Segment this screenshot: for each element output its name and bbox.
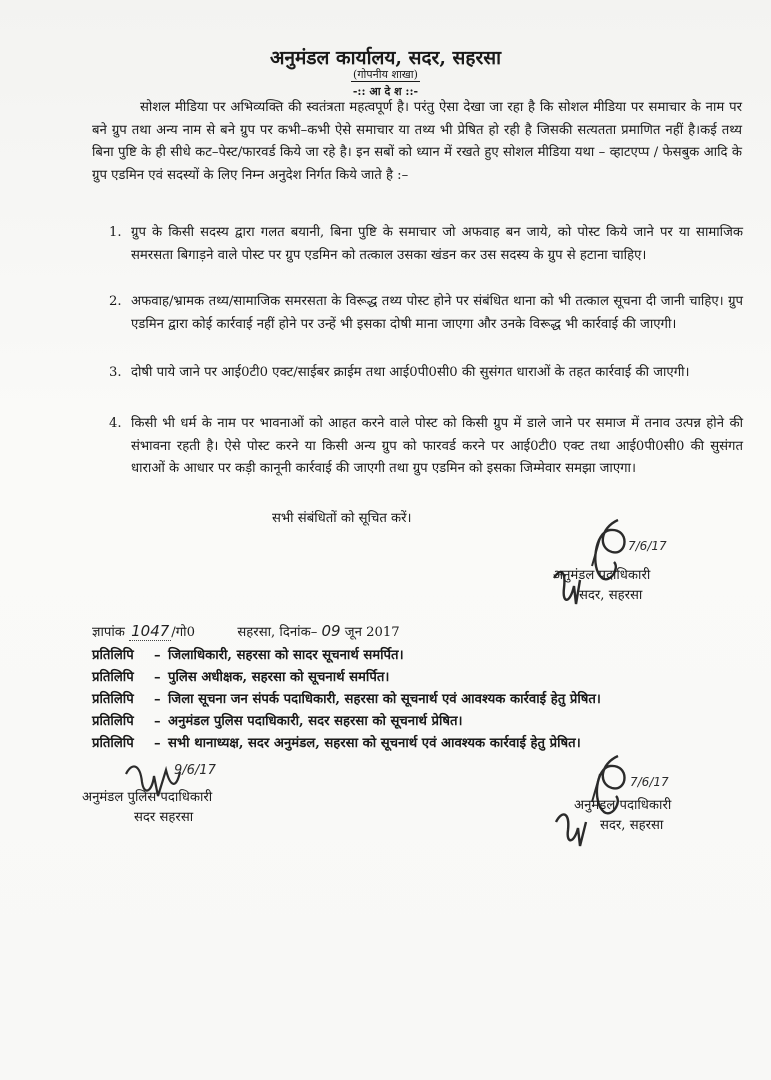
memo-place-date: सहरसा, दिनांक– [237,625,318,640]
memo-month-year: जून 2017 [344,625,400,640]
instruction-item [109,222,743,267]
order-heading: -:: आ दे श ::- [352,85,419,98]
copy-label: प्रतिलिपि [92,736,134,751]
copy-line: प्रतिलिपि – जिला सूचना जन संपर्क पदाधिकारी, सहरसा को सूचनार्थ एवं आवश्यक कार्रवाई हेतु प्रेषित। [92,689,601,707]
signature-top-date: 7/6/17 [628,539,667,553]
signature-police [82,788,212,828]
copy-line: प्रतिलिपि – सभी थानाध्यक्ष, सदर अनुमंडल, सहरसा को सूचनार्थ एवं आवश्यक कार्रवाई हेतु प्रेषित। [92,733,581,751]
signature-bottom [574,796,671,836]
memo-day: 09 [321,622,341,640]
copy-text: जिलाधिकारी, सहरसा को सादर सूचनार्थ समर्पित। [168,648,404,663]
copy-line: प्रतिलिपि – अनुमंडल पुलिस पदाधिकारी, सदर सहरसा को सूचनार्थ प्रेषित। [92,711,463,729]
copy-label: प्रतिलिपि [92,692,134,707]
copy-line: प्रतिलिपि – पुलिस अधीक्षक, सहरसा को सूचनार्थ समर्पित। [92,667,389,685]
signature-police-date: 9/6/17 [174,763,216,778]
memo-label: ज्ञापांक [92,625,125,640]
instruction-text: दोषी पाये जाने पर आई0टी0 एक्ट/साईबर क्राईम तथा आई0पी0सी0 की सुसंगत धाराओं के तहत कार्रवाई की जाएगी। [131,365,690,380]
office-title: अनुमंडल कार्यालय, सदर, सहरसा [269,47,502,69]
section-text: (गोपनीय शाखा) [353,68,418,81]
intro-paragraph: सोशल मीडिया पर अभिव्यक्ति की स्वतंत्रता महत्वपूर्ण है। परंतु ऐसा देखा जा रहा है कि सोशल मीडिया पर समाचार के नाम पर बने ग्रुप तथा अन्य नाम से बने ग्रुप पर कभी–कभी ऐसे समाचार या तथ्य भी प्रेषित हो रही है जिसकी सत्यतता प्रमाणित नहीं है।कई तथ्य बिना पुष्टि के ही सीधे कट–पेस्ट/फारवर्ड किये जा रहे है। इन सबों को ध्यान में रखते हुए सोशल मीडिया यथा – व्हाटएप्प / फेसबुक आदि के ग्रुप एडमिन एवं सदस्यों के लिए निम्न अनुदेश निर्गत किये जाते है :– [92,100,742,183]
instruction-item [109,413,743,481]
memo-suffix: /गो0 [171,625,195,640]
copy-line: प्रतिलिपि – जिलाधिकारी, सहरसा को सादर सूचनार्थ समर्पित। [92,645,404,663]
instruction-number: 1. [109,225,122,240]
copy-label: प्रतिलिपि [92,714,134,729]
instruction-number: 4. [109,416,122,431]
signature-top-place: सदर, सहरसा [579,588,643,603]
signature-police-title: अनुमंडल पुलिस पदाधिकारी [82,790,213,805]
copy-label: प्रतिलिपि [92,670,134,685]
signature-police-place: सदर सहरसा [134,810,194,825]
copy-text: सभी थानाध्यक्ष, सदर अनुमंडल, सहरसा को सूचनार्थ एवं आवश्यक कार्रवाई हेतु प्रेषित। [168,736,581,751]
signature-bottom-place: सदर, सहरसा [600,818,664,833]
instruction-text: ग्रुप के किसी सदस्य द्वारा गलत बयानी, बिना पुष्टि के समाचार जो अफवाह बन जाये, को पोस्ट किये जाने पर या सामाजिक समरसता बिगाड़ने वाले पोस्ट पर ग्रुप एडमिन को तत्काल उसका खंडन कर उस सदस्य के ग्रुप से हटाना चाहिए। [131,225,743,263]
signature-top-title: अनुमंडल पदाधिकारी [553,568,651,583]
closing-line: सभी संबंधितों को सूचित करें। [272,511,412,526]
copy-text: पुलिस अधीक्षक, सहरसा को सूचनार्थ समर्पित। [168,670,390,685]
instruction-number: 2. [109,294,122,309]
signature-bottom-title: अनुमंडल पदाधिकारी [574,798,672,813]
memo-number: 1047 [131,622,170,640]
instruction-item [109,291,743,336]
copy-text: जिला सूचना जन संपर्क पदाधिकारी, सहरसा को सूचनार्थ एवं आवश्यक कार्रवाई हेतु प्रेषित। [168,692,601,707]
section-label [0,67,771,82]
copy-label: प्रतिलिपि [92,648,134,663]
signature-top [553,566,650,606]
instruction-text: अफवाह/भ्रामक तथ्य/सामाजिक समरसता के विरूद्ध तथ्य पोस्ट होने पर संबंधित थाना को भी तत्काल सूचना दी जानी चाहिए। ग्रुप एडमिन द्वारा कोई कार्रवाई नहीं होने पर उन्हें भी इसका दोषी माना जाएगा और उनके विरूद्ध भी कार्रवाई की जाएगी। [131,294,743,332]
instruction-number: 3. [109,365,122,380]
memo-line [92,622,400,640]
signature-bottom-date: 7/6/17 [630,775,669,789]
copy-text: अनुमंडल पुलिस पदाधिकारी, सदर सहरसा को सूचनार्थ प्रेषित। [168,714,463,729]
instruction-text: किसी भी धर्म के नाम पर भावनाओं को आहत करने वाले पोस्ट को किसी ग्रुप में डाले जाने पर समाज में तनाव उत्पन्न होने की संभावना रहती है। ऐसे पोस्ट करने या किसी अन्य ग्रुप को फारवर्ड करने पर आई0टी0 एक्ट तथा आई0पी0सी0 की सुसंगत धाराओं के आधार पर कड़ी कानूनी कार्रवाई की जाएगी तथा ग्रुप एडमिन को इसका जिम्मेवार समझा जाएगा। [131,416,743,476]
instruction-item [109,362,743,385]
